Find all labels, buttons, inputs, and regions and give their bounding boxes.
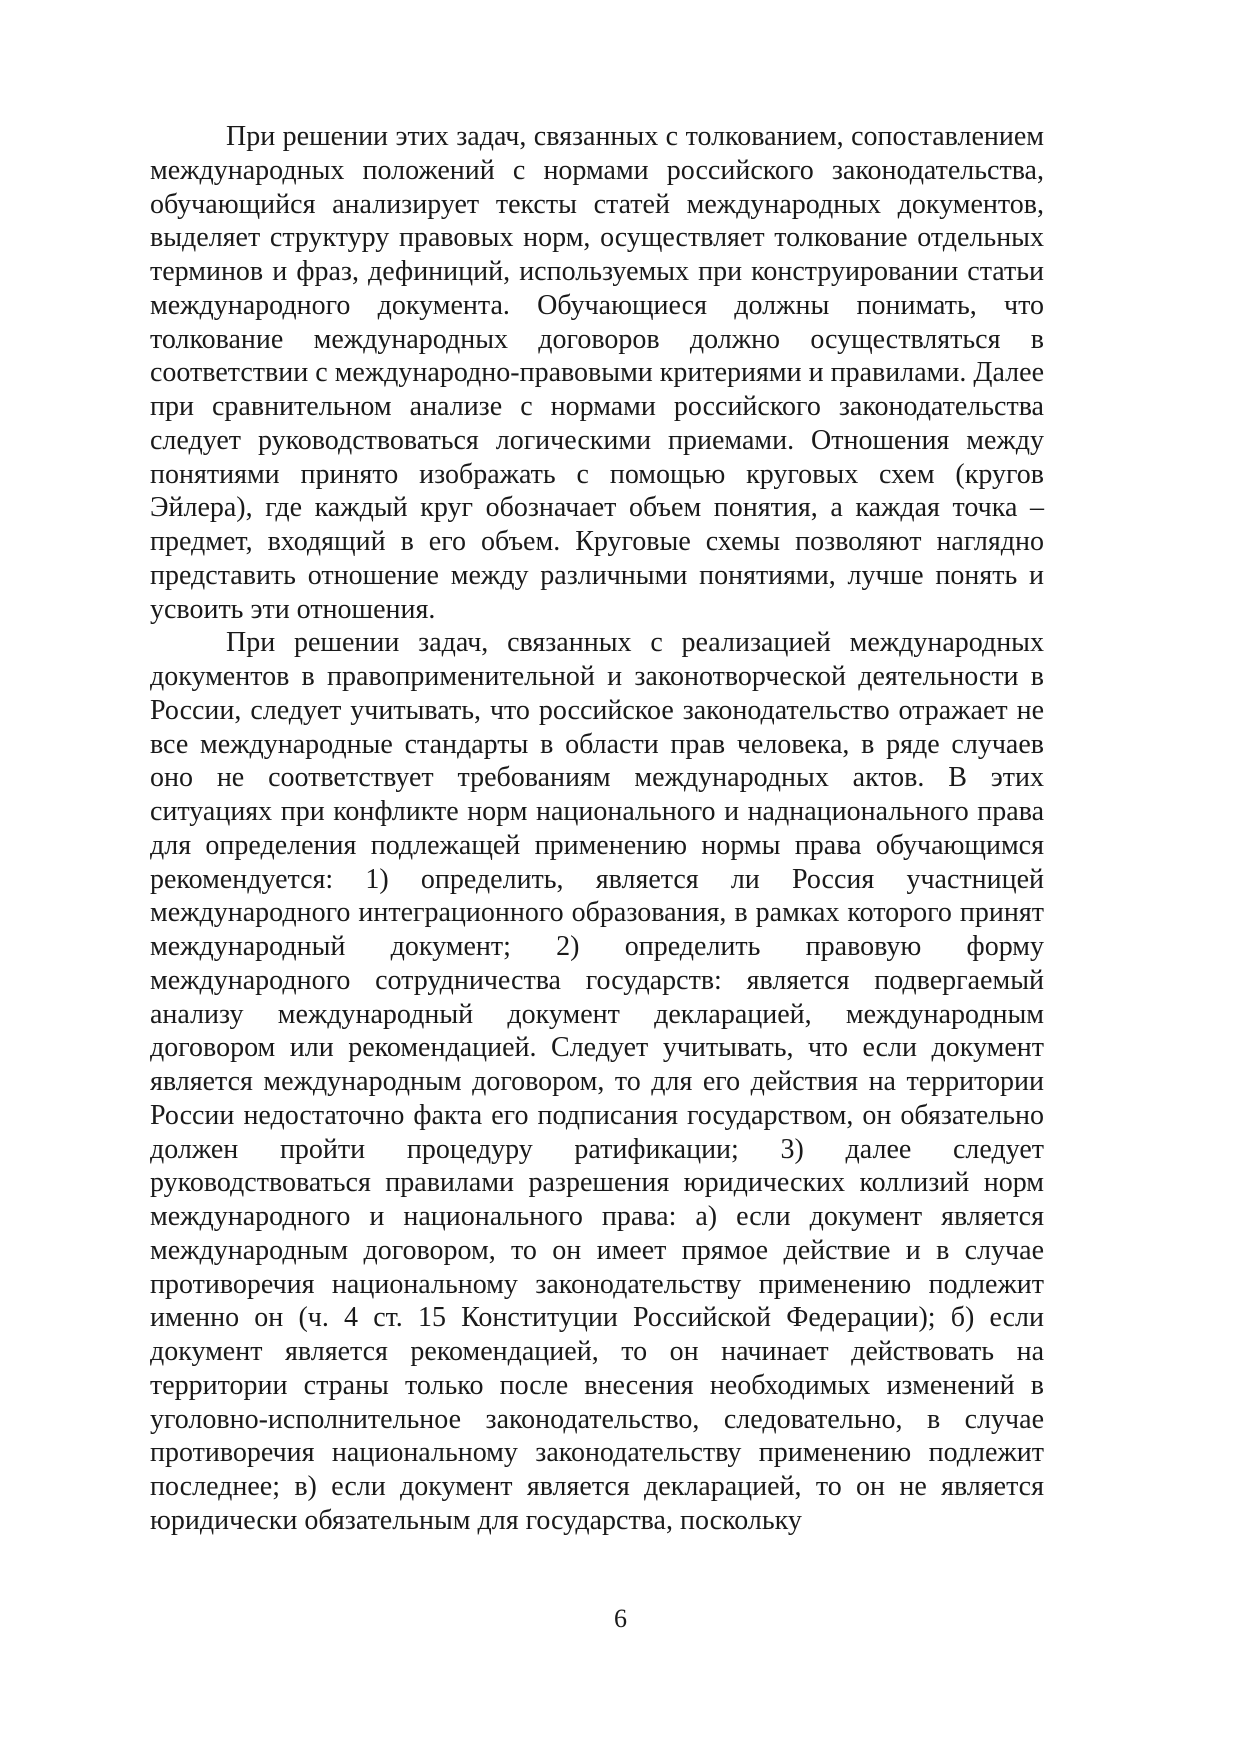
page-number: 6 — [614, 1604, 627, 1633]
paragraph-1: При решении этих задач, связанных с толкованием, сопоставлением международных положений с нормами российского законодательства, обучающийся анализирует тексты статей международных документов, выделяет структуру правовых норм, осуществляет толкование отдельных терминов и фраз, дефиниций, используемых при конструировании статьи международного документа. Обучающиеся должны понимать, что толкование международных договоров должно осуществляться в соответствии с международно-правовыми критериями и правилами. Далее при сравнительном анализе с нормами российского законодательства следует руководствоваться логическими приемами. Отношения между понятиями принято изображать с помощью круговых схем (кругов Эйлера), где каждый круг обозначает объем понятия, а каждая точка – предмет, входящий в его объем. Круговые схемы позволяют наглядно представить отношение между различными понятиями, лучше понять и усвоить эти отношения. — [150, 121, 1044, 625]
page-body — [150, 120, 1044, 1538]
paragraph-2: При решении задач, связанных с реализацией международных документов в правоприменительной и законотворческой деятельности в России, следует учитывать, что российское законодательство отражает не все международные стандарты в области прав человека, в ряде случаев оно не соответствует требованиям международных актов. В этих ситуациях при конфликте норм национального и наднационального права для определения подлежащей применению нормы права обучающимся рекомендуется: 1) определить, является ли Россия участницей международного интеграционного образования, в рамках которого принят международный документ; 2) определить правовую форму международного сотрудничества государств: является подвергаемый анализу международный документ декларацией, международным договором или рекомендацией. Следует учитывать, что если документ является международным договором, то для его действия на территории России недостаточно факта его подписания государством, он обязательно должен пройти процедуру ратификации; 3) далее следует руководствоваться правилами разрешения юридических коллизий норм международного и национального права: а) если документ является международным договором, то он имеет прямое действие и в случае противоречия национальному законодательству применению подлежит именно он (ч. 4 ст. 15 Конституции Российской Федерации); б) если документ является рекомендацией, то он начинает действовать на территории страны только после внесения необходимых изменений в уголовно-исполнительное законодательство, следовательно, в случае противоречия национальному законодательству применению подлежит последнее; в) если документ является декларацией, то он не является юридически обязательным для государства, поскольку — [150, 627, 1044, 1536]
